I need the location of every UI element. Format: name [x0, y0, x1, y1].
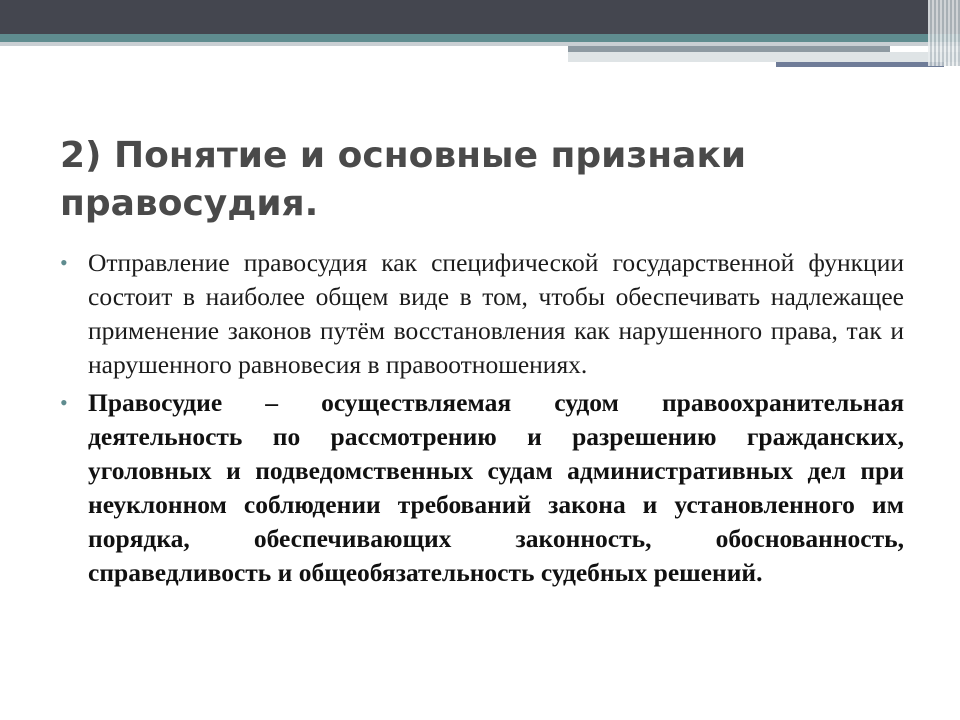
bullet-text-definition: Правосудие – осуществляемая судом правоохранительная деятельность по рассмотрению и разрешению гражданских, уголовных и подведомственных судам административных дел при неуклонном соблюдении требований закона и установленного им порядка, обеспечивающих законность, обоснованность, справедливость и общеобязательность судебных решений.: [88, 388, 904, 587]
bullet-list: [60, 246, 904, 594]
bullet-item: [60, 386, 904, 590]
accent-bar: [776, 62, 944, 67]
bullet-item: [60, 246, 904, 382]
bullet-dot-icon: •: [60, 250, 68, 275]
top-banner-teal-stripe: [0, 34, 960, 42]
bullet-text: Отправление правосудия как специфической государственной функции состоит в наиболее общем виде в том, чтобы обеспечивать надлежащее применение законов путём восстановления как нарушенного права, так и нарушенного равновесия в правоотношениях.: [88, 248, 904, 379]
bullet-dot-icon: •: [60, 390, 68, 415]
top-banner-dark: [0, 0, 960, 34]
decorative-vertical-stripes: [928, 0, 960, 66]
slide-title: 2) Понятие и основные признаки правосудия.: [60, 135, 747, 224]
accent-bar: [568, 52, 960, 62]
